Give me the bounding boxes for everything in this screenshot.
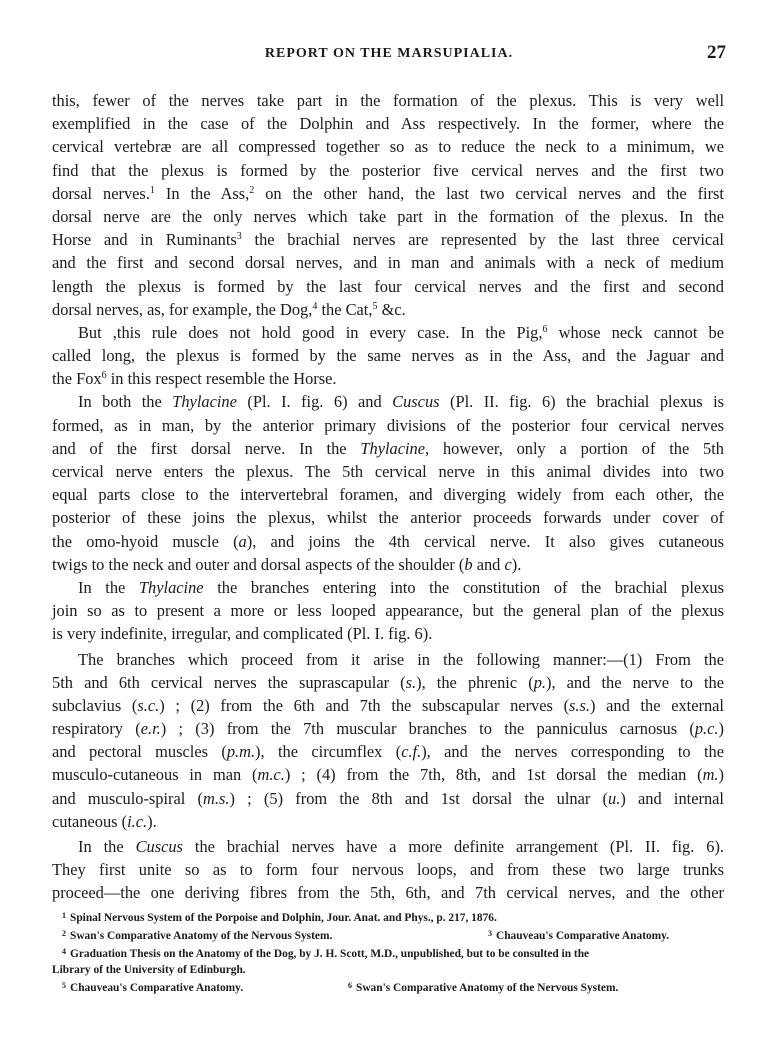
text-line: cutaneous (i.c.). (52, 811, 157, 831)
text-line: cervical vertebræ are all compressed together so as to reduce the neck to a minimum, we (52, 137, 724, 157)
text-line: the Fox$^6$ in this respect resemble the Horse. (52, 369, 337, 389)
text-line: 5th and 6th cervical nerves the suprascapular (s.), the phrenic (p.), and the nerve to the (52, 672, 725, 692)
paragraph-5 (52, 648, 724, 834)
footnote-ref: 1 (149, 184, 155, 196)
footnote: $^3$ Chauveau's Comparative Anatomy. (488, 929, 670, 943)
text-line: musculo-cutaneous in man (m.c.) ; (4) from the 7th, 8th, and 1st dorsal the median (m.) (52, 765, 724, 785)
text-line: dorsal nerves.$^1$ In the Ass,$^2$ on the other hand, the last two cervical nerves and the first (52, 183, 724, 203)
text-line: twigs to the neck and outer and dorsal aspects of the shoulder (b and c). (52, 554, 522, 574)
footnote-ref: 3 (236, 231, 242, 243)
body-text (52, 89, 724, 905)
paragraph-2 (52, 321, 724, 391)
footnote: $^2$ Swan's Comparative Anatomy of the Nervous System. (62, 929, 333, 943)
text-line: In the Thylacine the branches entering into the constitution of the brachial plexus (78, 577, 724, 597)
running-title: REPORT ON THE MARSUPIALIA. (264, 46, 514, 61)
footnote-ref: 2 (249, 184, 255, 196)
footnote: $^5$ Chauveau's Comparative Anatomy. (62, 980, 244, 994)
text-line: length the plexus is formed by the last four cervical nerves and the first and second (52, 276, 724, 296)
footnote-ref: 4 (312, 300, 318, 312)
footnotes (52, 908, 724, 996)
text-line: find that the plexus is formed by the posterior five cervical nerves and the first two (52, 160, 724, 180)
text-line: posterior of these joins the plexus, whilst the anterior proceeds forwards under cover of (52, 508, 724, 528)
text-line: formed, as in man, by the anterior primary divisions of the posterior four cervical nerves (52, 415, 724, 435)
page-number: 27 (707, 42, 726, 63)
text-line: But ,this rule does not hold good in every case. In the Pig,$^6$ whose neck cannot be (78, 322, 724, 342)
footnote-row (52, 978, 724, 996)
paragraph-4 (52, 576, 724, 646)
text-line: dorsal nerves, as, for example, the Dog,$^4$ the Cat,$^5$ &c. (52, 299, 406, 319)
text-line: Horse and in Ruminants$^3$ the brachial nerves are represented by the last three cervical (52, 230, 724, 250)
text-line: In both the Thylacine (Pl. I. fig. 6) and Cuscus (Pl. II. fig. 6) the brachial plexus is (78, 392, 725, 412)
footnote: $^1$ Spinal Nervous System of the Porpoise and Dolphin, Jour. Anat. and Phys., p. 217, 1876. (62, 911, 497, 924)
text-line: dorsal nerve are the only nerves which take part in the formation of the plexus. In the (52, 206, 724, 226)
text-line: respiratory (e.r.) ; (3) from the 7th muscular branches to the panniculus carnosus (p.c.) (52, 719, 724, 739)
text-line: subclavius (s.c.) ; (2) from the 6th and 7th the subscapular nerves (s.s.) and the external (52, 695, 724, 715)
text-line: and musculo-spiral (m.s.) ; (5) from the 8th and 1st dorsal the ulnar (u.) and internal (52, 788, 724, 808)
footnote-ref: 6 (542, 323, 548, 335)
text-line: exemplified in the case of the Dolphin and Ass respectively. In the former, where the (52, 114, 724, 134)
paragraph-6 (52, 835, 724, 905)
text-line: In the Cuscus the brachial nerves have a more definite arrangement (Pl. II. fig. 6). (78, 837, 724, 856)
text-line: join so as to present a more or less looped appearance, but the general plan of the plexus (52, 601, 724, 621)
running-header (52, 42, 726, 70)
text-line: and pectoral muscles (p.m.), the circumflex (c.f.), and the nerves corresponding to the (52, 742, 724, 762)
text-line: proceed—the one deriving fibres from the 5th, 6th, and 7th cervical nerves, and the other (52, 883, 724, 903)
text-line: this, fewer of the nerves take part in the formation of the plexus. This is very well (52, 91, 724, 110)
footnote-continuation: Library of the University of Edinburgh. (52, 963, 246, 976)
text-line: The branches which proceed from it arise in the following manner:—(1) From the (78, 649, 724, 669)
text-line: called long, the plexus is formed by the same nerves as in the Ass, and the Jaguar and (52, 346, 724, 366)
text-line: is very indefinite, irregular, and complicated (Pl. I. fig. 6). (52, 624, 433, 644)
footnote: $^4$ Graduation Thesis on the Anatomy of the Dog, by J. H. Scott, M.D., unpublished, but to be consulted in the (62, 947, 590, 961)
text-line: and the first and second dorsal nerves, and in man and animals with a neck of medium (52, 253, 724, 273)
paragraph-3 (52, 390, 724, 576)
footnote-ref: 6 (101, 370, 107, 382)
text-line: the omo-hyoid muscle (a), and joins the 4th cervical nerve. It also gives cutaneous (52, 531, 724, 551)
footnote: $^6$ Swan's Comparative Anatomy of the Nervous System. (348, 980, 619, 994)
text-line: They first unite so as to form four nervous loops, and from these two large trunks (52, 860, 724, 880)
footnote-row (52, 926, 724, 944)
footnote-ref: 5 (372, 300, 378, 312)
text-line: and of the first dorsal nerve. In the Thylacine, however, only a portion of the 5th (52, 438, 724, 458)
text-line: equal parts close to the intervertebral foramen, and diverging widely from each other, the (52, 485, 724, 505)
text-line: cervical nerve enters the plexus. The 5th cervical nerve in this animal divides into two (52, 462, 724, 481)
paragraph-1 (52, 89, 724, 321)
